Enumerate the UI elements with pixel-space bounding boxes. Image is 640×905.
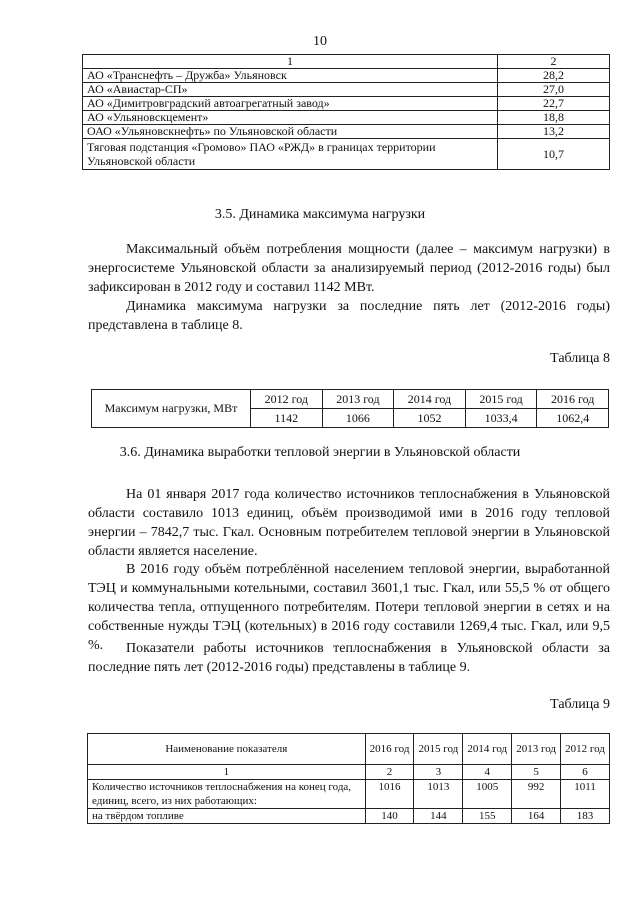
- table-header-row: [88, 734, 610, 765]
- table-row: [92, 390, 609, 409]
- index-row: [88, 765, 610, 780]
- header-cell: Наименование показателя: [88, 734, 366, 765]
- year-cell: 2014 год: [394, 390, 466, 409]
- power-consumers-table: [82, 54, 610, 170]
- heat-supply-table: [87, 733, 610, 824]
- table-cell: 27,0: [498, 83, 610, 97]
- header-cell: 1: [83, 55, 498, 69]
- year-cell: 2015 год: [465, 390, 537, 409]
- index-cell: 6: [561, 765, 610, 780]
- table-cell: АО «Транснефть – Дружба» Ульяновск: [83, 69, 498, 83]
- table-caption: Таблица 9: [550, 697, 610, 712]
- table-cell: 1016: [365, 780, 414, 809]
- paragraph: Динамика максимума нагрузки за последние пять лет (2012-2016 годы) представлена в таблице 8.: [88, 299, 610, 333]
- index-cell: 4: [463, 765, 512, 780]
- year-cell: 2013 год: [322, 390, 394, 409]
- year-cell: 2014 год: [463, 734, 512, 765]
- year-cell: 2012 год: [251, 390, 323, 409]
- table-cell: 28,2: [498, 69, 610, 83]
- table-row: [83, 139, 610, 170]
- year-cell: 2016 год: [365, 734, 414, 765]
- table-cell: 155: [463, 809, 512, 824]
- table-cell: 183: [561, 809, 610, 824]
- table-cell: 13,2: [498, 125, 610, 139]
- row-name: Количество источников теплоснабжения на конец года, единиц, всего, из них работающих:: [88, 780, 366, 809]
- table-cell: 140: [365, 809, 414, 824]
- header-cell: 2: [498, 55, 610, 69]
- value-cell: 1066: [322, 409, 394, 428]
- table-cell: АО «Авиастар-СП»: [83, 83, 498, 97]
- row-name: на твёрдом топливе: [88, 809, 366, 824]
- section-heading: 3.6. Динамика выработки тепловой энергии в Ульяновской области: [119, 445, 521, 460]
- year-cell: 2015 год: [414, 734, 463, 765]
- table-row: [83, 69, 610, 83]
- value-cell: 1062,4: [537, 409, 609, 428]
- table-cell: 1013: [414, 780, 463, 809]
- paragraph: Максимальный объём потребления мощности (далее – максимум нагрузки) в энергосистеме Ульяновской области за анализируемый период (2012-2016 годы) был зафиксирован в 2012 году и составил 1142 МВт.: [88, 242, 610, 295]
- paragraph: Показатели работы источников теплоснабжения в Ульяновской области за последние пять лет (2012-2016 годы) представлены в таблице 9.: [88, 641, 610, 675]
- table-caption: Таблица 8: [550, 351, 610, 366]
- table-row: [88, 780, 610, 809]
- value-cell: 1052: [394, 409, 466, 428]
- table-cell: 10,7: [498, 139, 610, 170]
- table-row: [83, 125, 610, 139]
- index-cell: 3: [414, 765, 463, 780]
- paragraph: На 01 января 2017 года количество источников теплоснабжения в Ульяновской области составило 1013 единиц, объём производимой ими в 2016 году тепловой энергии – 7842,7 тыс. Гкал. Основным потребителем тепловой энергии в Ульяновской области является население.: [88, 487, 610, 559]
- table-row: [88, 809, 610, 824]
- table-cell: 164: [512, 809, 561, 824]
- table-cell: 144: [414, 809, 463, 824]
- year-cell: 2012 год: [561, 734, 610, 765]
- section-heading: 3.5. Динамика максимума нагрузки: [214, 207, 426, 222]
- table-cell: ОАО «Ульяновскнефть» по Ульяновской области: [83, 125, 498, 139]
- table-cell: 1005: [463, 780, 512, 809]
- index-cell: 1: [88, 765, 366, 780]
- index-cell: 2: [365, 765, 414, 780]
- paragraph: В 2016 году объём потреблённой населением тепловой энергии, выработанной ТЭЦ и коммунальными котельными, составил 3601,1 тыс. Гкал, или 55,5 % от общего количества тепла, отпущенного потребителям. Потери тепловой энергии в сетях и на собственные нужды ТЭЦ (котельных) в 2016 году составили 1269,4 тыс. Гкал, или 9,5 %.: [88, 562, 610, 653]
- year-cell: 2016 год: [537, 390, 609, 409]
- table-header-row: [83, 55, 610, 69]
- row-label: Максимум нагрузки, МВт: [92, 390, 251, 428]
- year-cell: 2013 год: [512, 734, 561, 765]
- value-cell: 1142: [251, 409, 323, 428]
- table-cell: 992: [512, 780, 561, 809]
- table-cell: АО «Ульяновскцемент»: [83, 111, 498, 125]
- table-cell: Тяговая подстанция «Громово» ПАО «РЖД» в границах территории Ульяновской области: [83, 139, 498, 170]
- value-cell: 1033,4: [465, 409, 537, 428]
- table-cell: 22,7: [498, 97, 610, 111]
- table-cell: 18,8: [498, 111, 610, 125]
- table-row: [83, 97, 610, 111]
- table-row: [83, 111, 610, 125]
- index-cell: 5: [512, 765, 561, 780]
- max-load-table: [91, 389, 609, 428]
- table-row: [83, 83, 610, 97]
- table-cell: 1011: [561, 780, 610, 809]
- page-number: 10: [313, 34, 327, 49]
- table-cell: АО «Димитровградский автоагрегатный завод»: [83, 97, 498, 111]
